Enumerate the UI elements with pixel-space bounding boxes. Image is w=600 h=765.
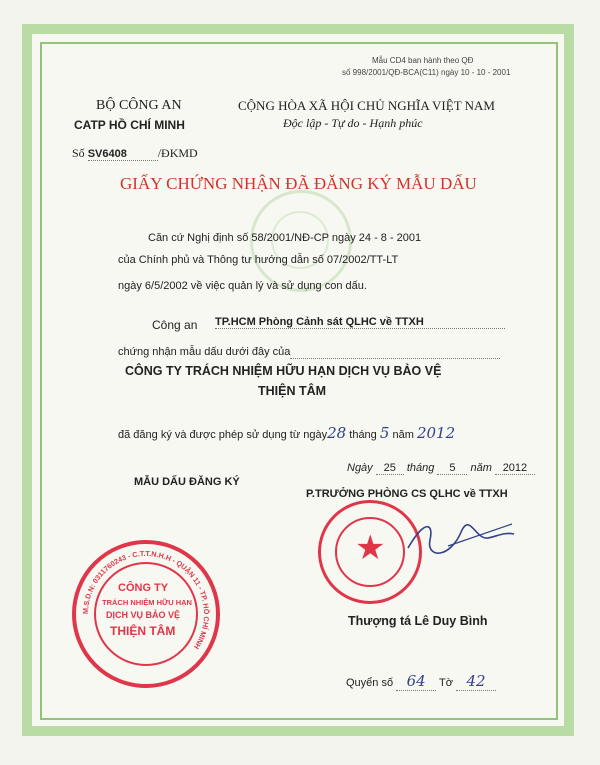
ministry-name: BỘ CÔNG AN: [96, 98, 182, 113]
stamp-line1: CÔNG TY: [118, 582, 169, 594]
police-seal-icon: ★: [318, 500, 422, 604]
company-stamp-icon: [72, 540, 220, 688]
registered-day: 28: [327, 424, 347, 442]
company-name-line2: THIỆN TÂM: [258, 384, 327, 398]
signature-icon: [400, 510, 520, 570]
basis-line1: Căn cứ Nghị định số 58/2001/NĐ-CP ngày 24 - 8 - 2001: [148, 232, 422, 244]
signer-name: Thượng tá Lê Duy Bình: [348, 614, 488, 628]
basis-line2: của Chính phủ và Thông tư hướng dẫn số 07/2002/TT-LT: [118, 254, 399, 266]
dotted-line: [290, 358, 500, 359]
issue-day: 25: [376, 462, 404, 475]
document-title: GIẤY CHỨNG NHẬN ĐÃ ĐĂNG KÝ MẪU DẤU: [120, 174, 477, 193]
signer-position: P.TRƯỞNG PHÒNG CS QLHC về TTXH: [306, 488, 508, 500]
authority-label: Công an: [152, 318, 198, 332]
issue-date: [347, 462, 535, 475]
country-name: CỘNG HÒA XÃ HỘI CHỦ NGHĨA VIỆT NAM: [238, 98, 495, 113]
national-slogan: Độc lập - Tự do - Hạnh phúc: [283, 116, 423, 130]
issue-day-label: Ngày: [347, 462, 373, 474]
registered-month: 5: [379, 424, 390, 442]
stamp-line4: THIỆN TÂM: [110, 624, 176, 638]
certify-text: chứng nhận mẫu dấu dưới đây của: [118, 346, 291, 358]
number-value: SV6408: [88, 148, 158, 161]
stamp-ring-text: M.S.D.N: 0311760243 - C.T.T.N.H.H - QUẬN 11 - TP. HỒ CHÍ MINH: [80, 548, 212, 651]
issue-year-label: năm: [470, 462, 492, 474]
registered-month-label: tháng: [349, 429, 377, 441]
registered-year: 2012: [416, 424, 456, 442]
number-suffix: /ĐKMD: [157, 146, 198, 160]
book-label: Quyển số: [346, 677, 394, 689]
issue-year: 2012: [495, 462, 535, 475]
authority-value: TP.HCM Phòng Cảnh sát QLHC về TTXH: [215, 316, 505, 329]
stamp-line2: TRÁCH NHIỆM HỮU HẠN: [102, 598, 192, 607]
sheet-label: Tờ: [439, 677, 453, 689]
book-value: 64: [396, 672, 436, 691]
registered-year-label: năm: [392, 429, 414, 441]
sheet-value: 42: [456, 672, 496, 691]
police-unit: CATP HỒ CHÍ MINH: [74, 118, 185, 132]
stamp-line3: DỊCH VỤ BẢO VỆ: [106, 610, 181, 620]
issue-month-label: tháng: [406, 462, 435, 474]
form-ref-line1: Mẫu CD4 ban hành theo QĐ: [372, 56, 474, 65]
cert-number: [72, 146, 198, 161]
registered-date: [118, 424, 455, 442]
basis-line3: ngày 6/5/2002 về việc quản lý và sử dụng con dấu.: [118, 280, 367, 292]
issue-month: 5: [437, 462, 467, 475]
sample-stamp-label: MẪU DẤU ĐĂNG KÝ: [134, 476, 240, 488]
number-prefix: Số: [72, 146, 85, 160]
book-sheet-ref: [346, 672, 496, 691]
form-ref-line2: số 998/2001/QĐ-BCA(C11) ngày 10 - 10 - 2001: [342, 68, 511, 77]
company-name-line1: CÔNG TY TRÁCH NHIỆM HỮU HẠN DỊCH VỤ BẢO VỆ: [125, 364, 442, 378]
registered-text: đã đăng ký và được phép sử dụng từ ngày: [118, 429, 328, 441]
